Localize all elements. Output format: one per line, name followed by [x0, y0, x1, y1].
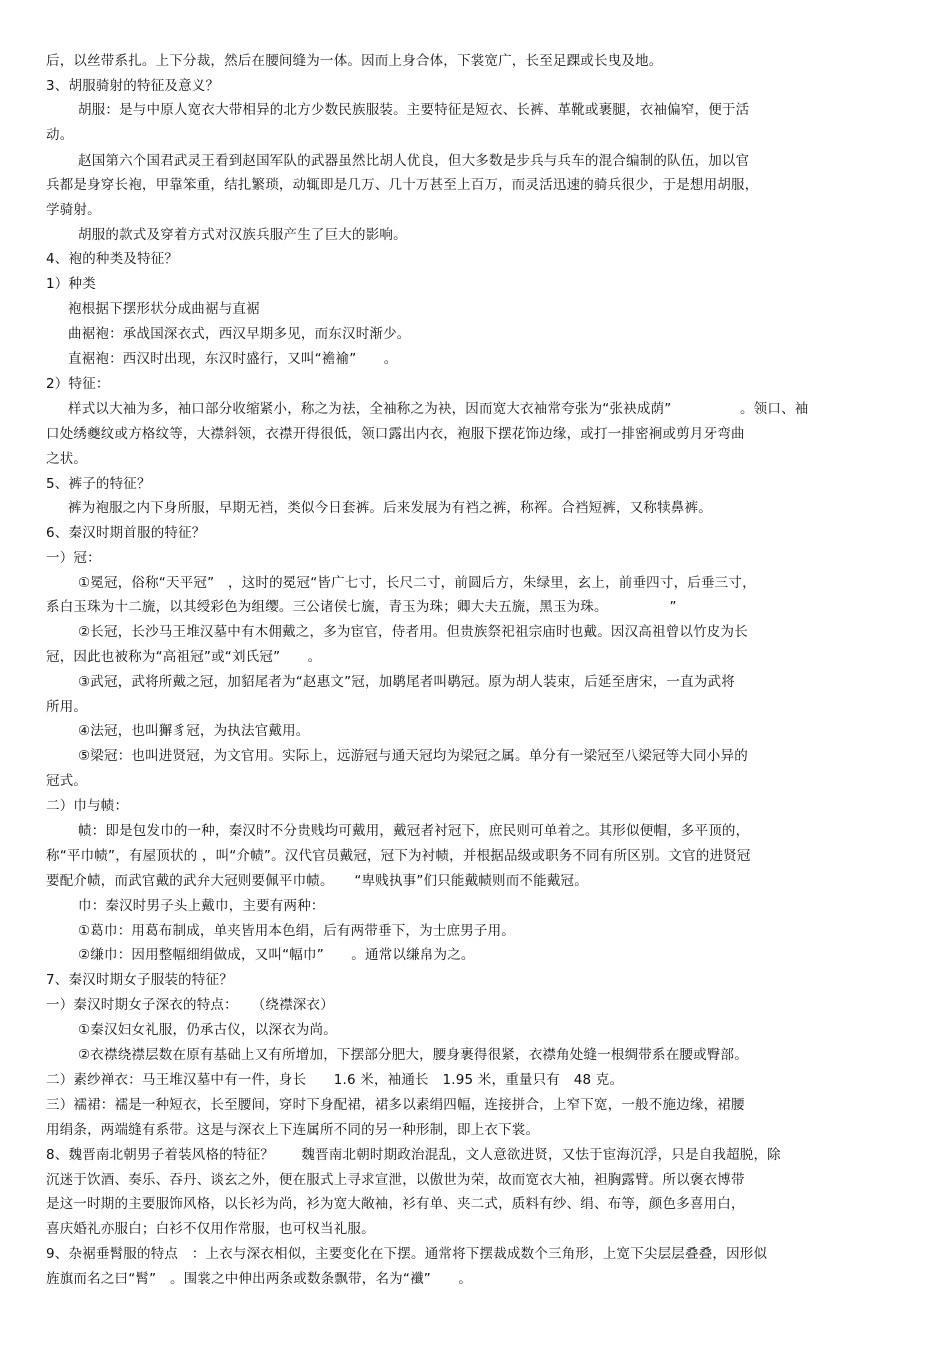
text-line: 直裾袍：西汉时出现，东汉时盛行，又叫“襜褕” 。: [68, 351, 398, 367]
text-line: 称“平巾帻”，有屋顶状的 ，叫“介帻”。汉代官员戴冠，冠下为衬帻，并根据品级或职务不同有所区别。文官的进贤冠: [46, 848, 751, 864]
sub-heading: 二）素纱禅衣：马王堆汉墓中有一件，身长 1.6 米，袖通长 1.95 米，重量只有 48 克。: [46, 1072, 624, 1088]
paragraph-line: ⑤梁冠：也叫进贤冠，为文官用。实际上，远游冠与通天冠均为梁冠之属。单分有一梁冠至八梁冠等大同小异的: [78, 748, 748, 764]
sub-heading: 2）特征：: [46, 376, 110, 392]
question-heading: 5、裤子的特征？: [46, 476, 151, 492]
question-heading: 8、魏晋南北朝男子着装风格的特征？ 魏晋南北朝时期政治混乱，文人意欲进贤，又怯于宦海沉浮，只是自我超脱，除: [46, 1147, 781, 1163]
paragraph-line: ①秦汉妇女礼服，仍承古仪，以深衣为尚。: [78, 1022, 337, 1038]
text-line: 喜庆婚礼亦服白；白衫不仅用作常服，也可权当礼服。: [46, 1221, 375, 1237]
question-heading: 6、秦汉时期首服的特征？: [46, 525, 206, 541]
paragraph-line: 胡服：是与中原人宽衣大带相异的北方少数民族服装。主要特征是短衣、长裤、革靴或裹腿，衣袖偏窄，便于活: [78, 102, 750, 118]
text-line: 冠式。: [46, 773, 88, 789]
paragraph-line: 巾：秦汉时男子头上戴巾，主要有两种：: [78, 898, 325, 914]
paragraph-line: ④法冠，也叫獬豸冠，为执法官戴用。: [78, 723, 310, 739]
sub-heading: 一）秦汉时期女子深衣的特点： （绕襟深衣）: [46, 997, 334, 1013]
paragraph-line: ②长冠，长沙马王堆汉墓中有木佣戴之，多为宦官，侍者用。但贵族祭祀祖宗庙时也戴。因汉高祖曾以竹皮为长: [78, 624, 748, 640]
text-line: 所用。: [46, 699, 88, 715]
sub-heading: 三）襦裙：襦是一种短衣，长至腰间，穿时下身配裙，裙多以素绢四幅，连接拼合，上窄下宽，一般不施边缘，裙腰: [46, 1097, 745, 1113]
text-line: 之状。: [46, 451, 88, 467]
text-line: 用绢条，两端缝有系带。这是与深衣上下连属所不同的另一种形制，即上衣下裳。: [46, 1122, 540, 1138]
paragraph-line: 赵国第六个国君武灵王看到赵国军队的武器虽然比胡人优良，但大多数是步兵与兵车的混合编制的队伍，加以官: [78, 153, 750, 169]
question-heading: 4、袍的种类及特征？: [46, 251, 179, 267]
paragraph-line: 帻：即是包发巾的一种，秦汉时不分贵贱均可戴用，戴冠者衬冠下，庶民则可单着之。其形似便帽，多平顶的，: [78, 823, 750, 839]
text-line: 学骑射。: [46, 202, 101, 218]
paragraph-line: 样式以大袖为多，袖口部分收缩紧小，称之为祛，全袖称之为袂，因而宽大衣袖常夸张为“张袂成荫” 。领口、袖: [68, 401, 809, 417]
text-line: 是这一时期的主要服饰风格，以长衫为尚，衫为宽大敞袖，衫有单、夹二式，质料有纱、绢、布等，颜色多喜用白，: [46, 1196, 745, 1212]
text-line: 沉迷于饮酒、奏乐、吞丹、谈玄之外，便在服式上寻求宣泄，以傲世为荣，故而宽衣大袖，袒胸露臂。所以褒衣博带: [46, 1172, 745, 1188]
sub-heading: 二）巾与帻：: [46, 798, 129, 814]
text-line: 兵都是身穿长袍，甲靠笨重，结扎繁琐，动辄即是几万、几十万甚至上百万，而灵活迅速的骑兵很少，于是想用胡服，: [46, 177, 759, 193]
text-line: 旌旗而名之曰“髾” 。围裳之中伸出两条或数条飘带，名为“襳” 。: [46, 1271, 473, 1287]
paragraph-line: ①葛巾：用葛布制成，单夹皆用本色绢，后有两带垂下，为士庶男子用。: [78, 923, 516, 939]
paragraph-line: 裤为袍服之内下身所服，早期无裆，类似今日套裤。后来发展为有裆之裤，称裈。合裆短裤，又称犊鼻裤。: [68, 500, 712, 516]
text-line: 后，以丝带系扎。上下分裁，然后在腰间缝为一体。因而上身合体，下裳宽广，长至足踝或长曳及地。: [46, 53, 663, 69]
sub-heading: 1）种类: [46, 276, 96, 292]
text-line: 口处绣夔纹或方格纹等，大襟斜领，衣襟开得很低，领口露出内衣，袍服下摆花饰边缘，或打一排密裥或剪月牙弯曲: [46, 426, 745, 442]
paragraph-line: ③武冠，武将所戴之冠，加貂尾者为“赵惠文”冠，加鹖尾者叫鹖冠。原为胡人装束，后延至唐宋，一直为武将: [78, 674, 735, 690]
paragraph-line: ①冕冠，俗称“天平冠” ，这时的冕冠“皆广七寸，长尺二寸，前圆后方，朱绿里，玄上，前垂四寸，后垂三寸，: [78, 575, 756, 591]
text-line: 系白玉珠为十二旒，以其绶彩色为组缨。三公诸侯七旒，青玉为珠；卿大夫五旒，黑玉为珠。 ”: [46, 599, 677, 615]
question-heading: 9、杂裾垂髾服的特点 ：上衣与深衣相似，主要变化在下摆。通常将下摆裁成数个三角形，上宽下尖层层叠叠，因形似: [46, 1246, 768, 1262]
paragraph-line: ②衣襟绕襟层数在原有基础上又有所增加，下摆部分肥大，腰身裹得很紧，衣襟角处缝一根绸带系在腰或臀部。: [78, 1047, 748, 1063]
question-heading: 7、秦汉时期女子服装的特征？: [46, 972, 233, 988]
text-line: 动。: [46, 127, 74, 143]
text-line: 曲裾袍：承战国深衣式，西汉早期多见，而东汉时渐少。: [68, 326, 411, 342]
question-heading: 3、胡服骑射的特征及意义？: [46, 78, 220, 94]
paragraph-line: ②缣巾：因用整幅细绢做成，又叫“幅巾” 。通常以缣帛为之。: [78, 947, 475, 963]
text-line: 冠，因此也被称为“高祖冠”或“刘氏冠” 。: [46, 649, 322, 665]
paragraph-line: 胡服的款式及穿着方式对汉族兵服产生了巨大的影响。: [78, 227, 407, 243]
text-line: 袍根据下摆形状分成曲裾与直裾: [68, 301, 260, 317]
text-line: 要配介帻，而武官戴的武弁大冠则要佩平巾帻。 “卑贱执事”们只能戴帻则而不能戴冠。: [46, 873, 588, 889]
sub-heading: 一）冠：: [46, 550, 101, 566]
